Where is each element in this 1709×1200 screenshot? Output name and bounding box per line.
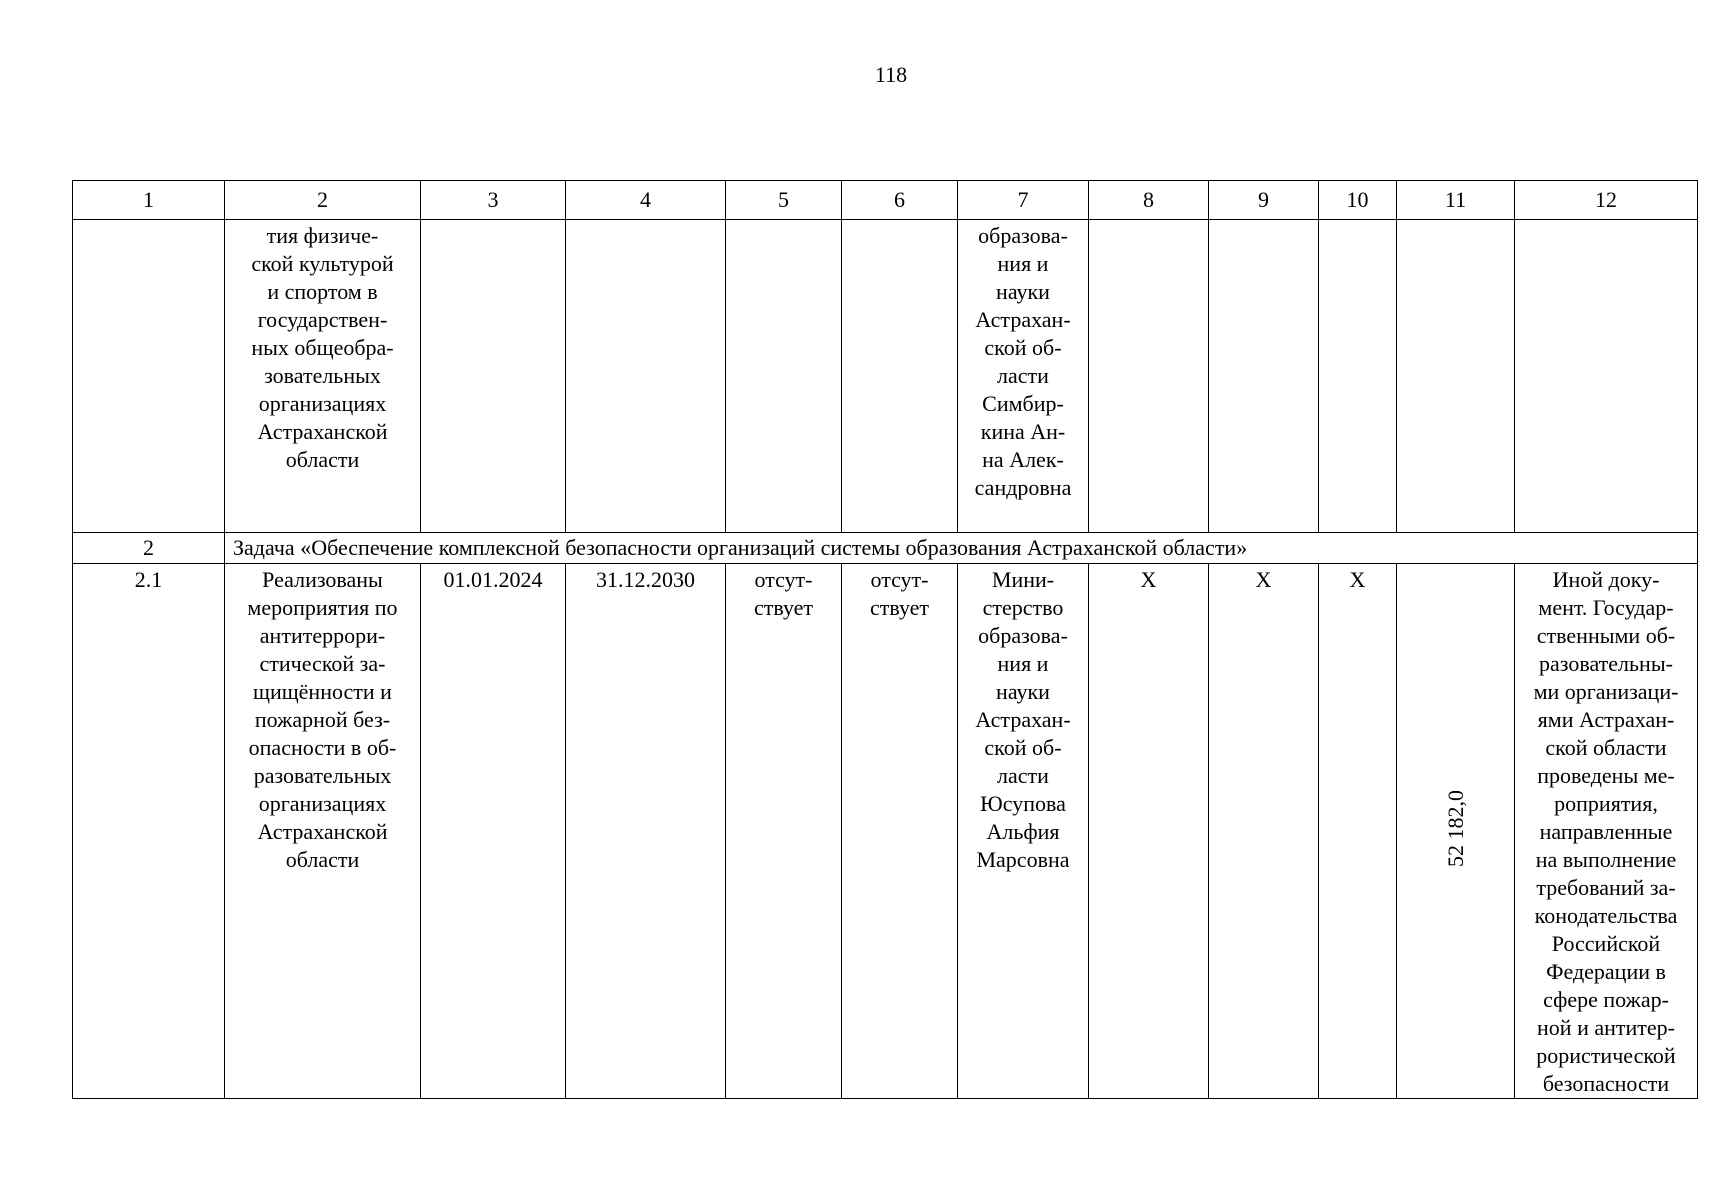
cont-cell-12 xyxy=(1515,220,1698,533)
header-col-3: 3 xyxy=(421,181,566,220)
item-col8: X xyxy=(1089,564,1209,1099)
header-col-2: 2 xyxy=(225,181,421,220)
item-col10: X xyxy=(1319,564,1397,1099)
item-number: 2.1 xyxy=(73,564,225,1099)
header-col-9: 9 xyxy=(1209,181,1319,220)
cont-responsible-text: образова- ния и науки Астрахан- ской об- ласти Симбир- кина Ан- на Алек- сандровна xyxy=(958,220,1089,533)
task-number: 2 xyxy=(73,533,225,564)
item-col11-cell xyxy=(1397,564,1515,1099)
cont-cell-8 xyxy=(1089,220,1209,533)
continuation-row xyxy=(73,220,1698,533)
cont-cell-5 xyxy=(726,220,842,533)
item-start-date: 01.01.2024 xyxy=(421,564,566,1099)
item-col11-value: 52 182,0 xyxy=(1442,790,1468,867)
item-document: Иной доку- мент. Государ- ственными об- разовательны- ми организаци- ями Астрахан- ской области проведены ме- роприятия, направленные на выполнение требований за- конодательства Российской Федерации в сфере пожар- ной и антитер- рористической безопасности xyxy=(1515,564,1698,1099)
page-number: 118 xyxy=(874,62,908,87)
header-col-8: 8 xyxy=(1089,181,1209,220)
task-title: Задача «Обеспечение комплексной безопасности организаций системы образования Астраханской области» xyxy=(225,533,1698,564)
cont-cell-9 xyxy=(1209,220,1319,533)
item-result: Реализованы мероприятия по антитеррори- стической за- щищённости и пожарной без- опасности в об- разовательных организациях Астраханской области xyxy=(225,564,421,1099)
item-responsible: Мини- стерство образова- ния и науки Астрахан- ской об- ласти Юсупова Альфия Марсовна xyxy=(958,564,1089,1099)
header-col-4: 4 xyxy=(566,181,726,220)
cont-cell-3 xyxy=(421,220,566,533)
header-col-10: 10 xyxy=(1319,181,1397,220)
header-col-6: 6 xyxy=(842,181,958,220)
document-table xyxy=(72,180,1698,1099)
item-col5: отсут- ствует xyxy=(726,564,842,1099)
header-col-5: 5 xyxy=(726,181,842,220)
header-row xyxy=(73,181,1698,220)
item-col9: X xyxy=(1209,564,1319,1099)
item-end-date: 31.12.2030 xyxy=(566,564,726,1099)
header-col-7: 7 xyxy=(958,181,1089,220)
cont-cell-6 xyxy=(842,220,958,533)
header-col-12: 12 xyxy=(1515,181,1698,220)
task-row xyxy=(73,533,1698,564)
cont-cell-10 xyxy=(1319,220,1397,533)
cont-result-text: тия физиче- ской культурой и спортом в государствен- ных общеобра- зовательных организациях Астраханской области xyxy=(225,220,421,533)
header-col-1: 1 xyxy=(73,181,225,220)
item-row xyxy=(73,564,1698,1099)
cont-cell-1 xyxy=(73,220,225,533)
cont-cell-11 xyxy=(1397,220,1515,533)
item-col6: отсут- ствует xyxy=(842,564,958,1099)
cont-cell-4 xyxy=(566,220,726,533)
header-col-11: 11 xyxy=(1397,181,1515,220)
